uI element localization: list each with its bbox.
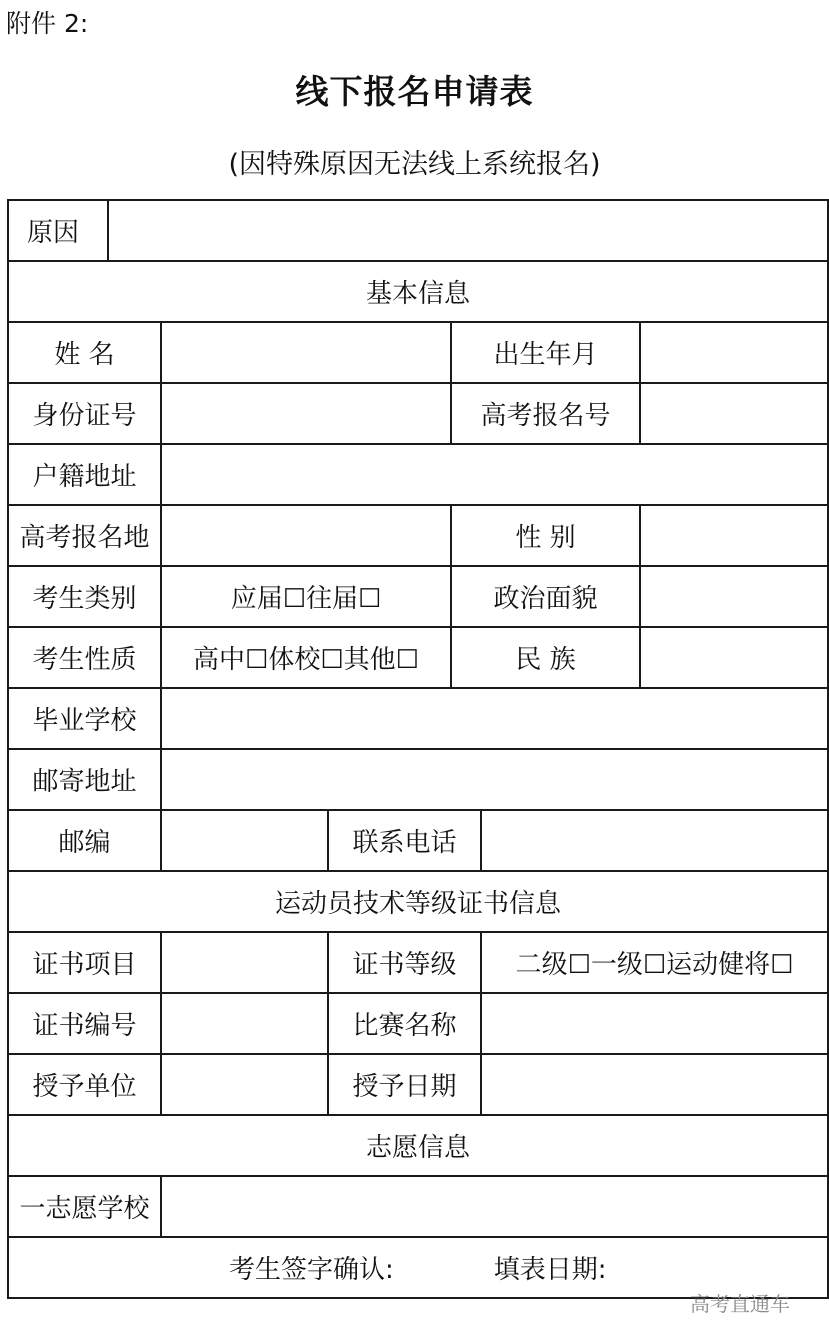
table-row — [8, 871, 828, 932]
match-name-label: 比赛名称 — [328, 993, 481, 1054]
mail-address-field[interactable] — [161, 749, 828, 810]
ethnicity-field[interactable] — [640, 627, 828, 688]
phone-label: 联系电话 — [328, 810, 481, 871]
attachment-label: 附件 2: — [6, 9, 89, 38]
table-row — [8, 200, 828, 261]
cert-level-label: 证书等级 — [328, 932, 481, 993]
mail-address-label: 邮寄地址 — [8, 749, 161, 810]
table-row — [8, 383, 828, 444]
nature-label: 考生性质 — [8, 627, 161, 688]
table-row — [8, 1054, 828, 1115]
cert-number-field[interactable] — [161, 993, 328, 1054]
section-certificate-info: 运动员技术等级证书信息 — [8, 871, 828, 932]
household-address-field[interactable] — [161, 444, 828, 505]
id-number-field[interactable] — [161, 383, 451, 444]
form-subtitle: (因特殊原因无法线上系统报名) — [228, 149, 601, 180]
political-field[interactable] — [640, 566, 828, 627]
fill-date-label: 填表日期: — [493, 1255, 607, 1285]
political-label: 政治面貌 — [451, 566, 640, 627]
household-address-label: 户籍地址 — [8, 444, 161, 505]
phone-field[interactable] — [481, 810, 828, 871]
category-options[interactable]: 应届☐往届☐ — [161, 566, 451, 627]
birth-field[interactable] — [640, 322, 828, 383]
issuer-field[interactable] — [161, 1054, 328, 1115]
postcode-field[interactable] — [161, 810, 328, 871]
cert-item-label: 证书项目 — [8, 932, 161, 993]
table-row — [8, 261, 828, 322]
application-form-table — [7, 199, 829, 1299]
reason-label: 原因 — [8, 200, 108, 261]
cert-item-field[interactable] — [161, 932, 328, 993]
cert-level-options[interactable]: 二级☐一级☐运动健将☐ — [481, 932, 828, 993]
issue-date-field[interactable] — [481, 1054, 828, 1115]
table-row — [8, 993, 828, 1054]
table-row — [8, 627, 828, 688]
table-row — [8, 1176, 828, 1237]
ethnicity-label: 民 族 — [451, 627, 640, 688]
issuer-label: 授予单位 — [8, 1054, 161, 1115]
first-choice-label: 一志愿学校 — [8, 1176, 161, 1237]
nature-options[interactable]: 高中☐体校☐其他☐ — [161, 627, 451, 688]
first-choice-field[interactable] — [161, 1176, 828, 1237]
category-label: 考生类别 — [8, 566, 161, 627]
table-row — [8, 444, 828, 505]
reason-field[interactable] — [108, 200, 828, 261]
table-row — [8, 688, 828, 749]
gender-field[interactable] — [640, 505, 828, 566]
form-title: 线下报名申请表 — [295, 72, 534, 111]
signature-label: 考生签字确认: — [229, 1255, 394, 1285]
exam-place-field[interactable] — [161, 505, 451, 566]
match-name-field[interactable] — [481, 993, 828, 1054]
birth-label: 出生年月 — [451, 322, 640, 383]
exam-place-label: 高考报名地 — [8, 505, 161, 566]
gender-label: 性 别 — [451, 505, 640, 566]
table-row — [8, 322, 828, 383]
school-field[interactable] — [161, 688, 828, 749]
table-row — [8, 1115, 828, 1176]
name-field[interactable] — [161, 322, 451, 383]
postcode-label: 邮编 — [8, 810, 161, 871]
table-row — [8, 505, 828, 566]
school-label: 毕业学校 — [8, 688, 161, 749]
table-row — [8, 566, 828, 627]
section-wish-info: 志愿信息 — [8, 1115, 828, 1176]
table-row — [8, 749, 828, 810]
name-label: 姓 名 — [8, 322, 161, 383]
id-number-label: 身份证号 — [8, 383, 161, 444]
issue-date-label: 授予日期 — [328, 1054, 481, 1115]
exam-number-field[interactable] — [640, 383, 828, 444]
table-row — [8, 810, 828, 871]
cert-number-label: 证书编号 — [8, 993, 161, 1054]
table-row — [8, 932, 828, 993]
exam-number-label: 高考报名号 — [451, 383, 640, 444]
section-basic-info: 基本信息 — [8, 261, 828, 322]
watermark: 高考直通车 — [690, 1292, 790, 1316]
